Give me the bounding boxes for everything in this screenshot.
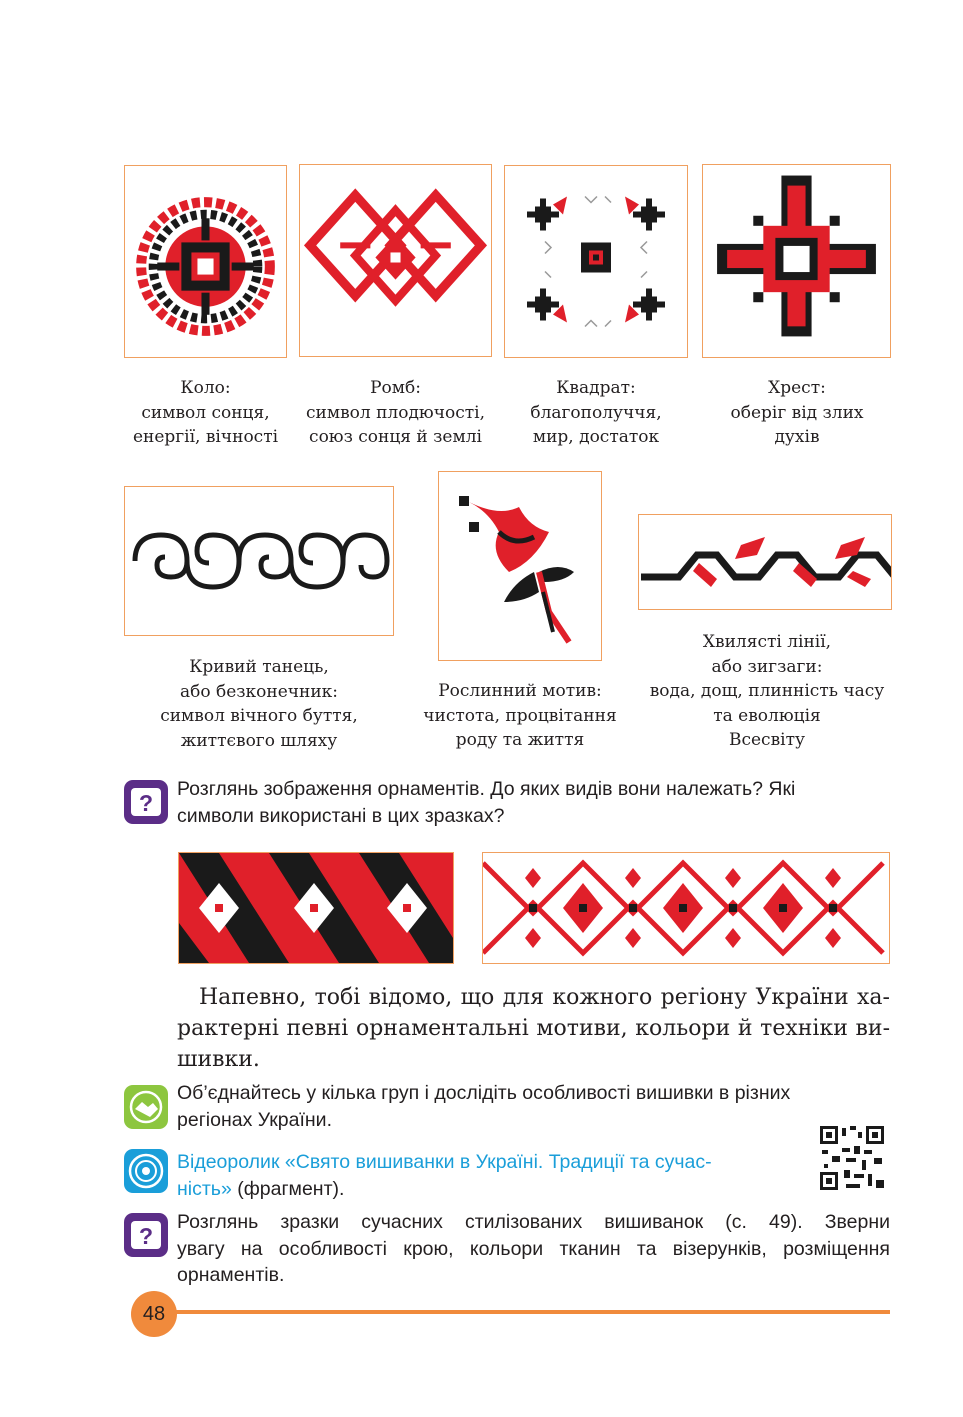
caption-zigzag: Хвилясті лінії, або зигзаги: вода, дощ, плинність часу та еволюція Всесвіту (649, 632, 885, 750)
handshake-icon (124, 1085, 168, 1129)
question-icon-2 (124, 1213, 168, 1257)
caption-rhombus: Ромб: символ плодючості, союз сонця й землі (306, 378, 485, 447)
square-ornament-image (504, 165, 688, 358)
group-research-task: Об’єднайтесь у кілька груп і дослідіть особливості вишивки в різних регіонах України. (177, 1082, 791, 1131)
video-link-line2[interactable]: ність» (177, 1177, 232, 1200)
meander-ornament-image (124, 486, 394, 636)
video-disc-icon[interactable] (124, 1149, 168, 1193)
question-icon (124, 780, 168, 824)
video-link-line1[interactable]: Відеоролик «Свято вишиванки в Україні. Традиції та сучас- (177, 1151, 712, 1173)
embroidery-band-right (482, 852, 890, 964)
caption-circle: Коло: символ сонця, енергії, вічності (132, 378, 279, 447)
caption-cross: Хрест: оберіг від злих духів (730, 378, 864, 447)
qr-code-icon[interactable] (818, 1124, 886, 1192)
video-reference (177, 1149, 777, 1202)
question-ornament-types: Розглянь зображення орнаментів. До яких видів вони належать? Які символи використані в цих зразках? (177, 778, 796, 827)
circle-ornament-image (124, 165, 287, 358)
page-number: 48 (131, 1291, 177, 1337)
caption-meander: Кривий танець, або безконечник: символ вічного буття, життєвого шляху (160, 657, 358, 751)
question-modern-embroidery: Розглянь зразки сучасних стилізованих вишиванок (с. 49). Зверни увагу на особливості крою, кольори тканин та візерунків, розміщення орнаментів. (177, 1211, 890, 1286)
embroidery-band-left (178, 852, 454, 964)
cross-ornament-image (702, 164, 891, 358)
regional-paragraph: Напевно, тобі відомо, що для кожного регіону України ха- рактерні певні орнаментальні мотиви, кольори й техніки ви- шивки. (177, 985, 890, 1072)
caption-square: Квадрат: благополуччя, мир, достаток (530, 378, 662, 447)
video-suffix: (фрагмент). (231, 1177, 345, 1200)
zigzag-ornament-image (638, 514, 892, 610)
svg-text:?: ? (138, 790, 154, 816)
plant-ornament-image (438, 471, 602, 661)
caption-plant: Рослинний мотив: чистота, процвітання роду та життя (423, 681, 617, 750)
footer-rule (150, 1310, 890, 1314)
svg-text:?: ? (138, 1223, 154, 1249)
rhombus-ornament-image (299, 164, 492, 357)
